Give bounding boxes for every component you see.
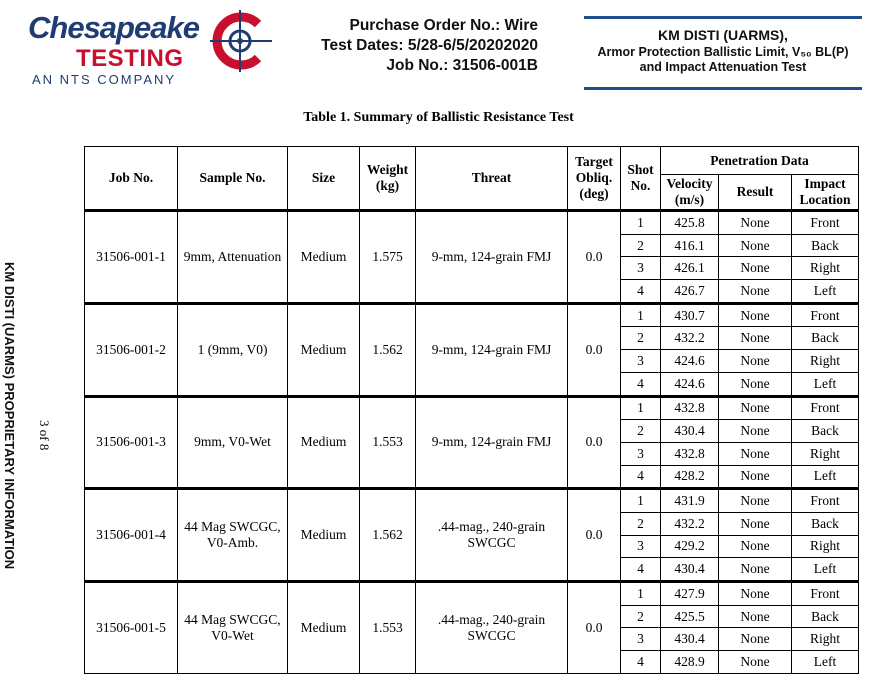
chesapeake-testing-logo — [28, 10, 268, 86]
cell-weight: 1.562 — [360, 489, 416, 582]
cell-job-no: 31506-001-4 — [85, 489, 178, 582]
cell-shot-no: 2 — [621, 420, 661, 443]
header-impact-location: Impact Location — [792, 175, 859, 211]
cell-velocity: 426.7 — [661, 280, 719, 304]
cell-result: None — [719, 372, 792, 396]
cell-threat: .44-mag., 240-grain SWCGC — [416, 489, 568, 582]
cell-target-obliq: 0.0 — [568, 303, 621, 396]
cell-size: Medium — [288, 489, 360, 582]
table-title: Table 1. Summary of Ballistic Resistance Test — [303, 110, 574, 125]
cell-velocity: 430.7 — [661, 303, 719, 327]
cell-impact-location: Left — [792, 651, 859, 674]
cell-sample-no: 44 Mag SWCGC, V0-Wet — [178, 582, 288, 674]
cell-shot-no: 4 — [621, 372, 661, 396]
cell-target-obliq: 0.0 — [568, 489, 621, 582]
cell-result: None — [719, 257, 792, 280]
cell-velocity: 430.4 — [661, 628, 719, 651]
cell-result: None — [719, 442, 792, 465]
cell-shot-no: 1 — [621, 396, 661, 420]
cell-result: None — [719, 582, 792, 606]
cell-shot-no: 2 — [621, 327, 661, 350]
header-target-obliq: Target Obliq. (deg) — [568, 147, 621, 211]
cell-shot-no: 4 — [621, 558, 661, 582]
cell-sample-no: 1 (9mm, V0) — [178, 303, 288, 396]
purchase-order-number: Purchase Order No.: Wire — [349, 17, 538, 34]
cell-result: None — [719, 535, 792, 558]
cell-shot-no: 3 — [621, 628, 661, 651]
cell-impact-location: Right — [792, 350, 859, 373]
cell-shot-no: 2 — [621, 512, 661, 535]
table-row — [85, 489, 859, 513]
cell-result: None — [719, 420, 792, 443]
report-test-name: Armor Protection Ballistic Limit, V₅₀ BL(P) — [597, 45, 849, 59]
table-row — [85, 303, 859, 327]
cell-size: Medium — [288, 211, 360, 304]
header-weight: Weight (kg) — [360, 147, 416, 211]
logo-tagline: AN NTS COMPANY — [32, 72, 177, 87]
cell-velocity: 432.2 — [661, 327, 719, 350]
cell-shot-no: 1 — [621, 582, 661, 606]
cell-shot-no: 3 — [621, 257, 661, 280]
cell-threat: 9-mm, 124-grain FMJ — [416, 211, 568, 304]
cell-impact-location: Back — [792, 234, 859, 257]
logo-wordmark-chesapeake: Chesapeake — [28, 10, 199, 45]
cell-sample-no: 44 Mag SWCGC, V0-Amb. — [178, 489, 288, 582]
cell-velocity: 430.4 — [661, 420, 719, 443]
cell-shot-no: 1 — [621, 303, 661, 327]
purchase-order-block — [292, 16, 538, 76]
cell-result: None — [719, 303, 792, 327]
crosshair-c-icon — [204, 6, 274, 76]
cell-size: Medium — [288, 396, 360, 489]
cell-shot-no: 1 — [621, 489, 661, 513]
cell-impact-location: Front — [792, 211, 859, 235]
cell-result: None — [719, 605, 792, 628]
cell-impact-location: Right — [792, 442, 859, 465]
cell-impact-location: Right — [792, 628, 859, 651]
report-title-box — [584, 16, 862, 90]
cell-shot-no: 4 — [621, 651, 661, 674]
proprietary-notice — [0, 262, 22, 617]
cell-result: None — [719, 396, 792, 420]
cell-velocity: 424.6 — [661, 350, 719, 373]
cell-impact-location: Left — [792, 372, 859, 396]
table-row — [85, 396, 859, 420]
sample-group — [85, 489, 859, 582]
cell-threat: 9-mm, 124-grain FMJ — [416, 303, 568, 396]
cell-weight: 1.575 — [360, 211, 416, 304]
sample-group — [85, 582, 859, 674]
cell-impact-location: Front — [792, 489, 859, 513]
page-number-text: 3 of 8 — [37, 420, 52, 451]
cell-result: None — [719, 327, 792, 350]
cell-shot-no: 3 — [621, 442, 661, 465]
cell-velocity: 416.1 — [661, 234, 719, 257]
table-row — [85, 582, 859, 606]
report-client: KM DISTI (UARMS), — [658, 27, 788, 43]
cell-impact-location: Right — [792, 535, 859, 558]
cell-impact-location: Front — [792, 303, 859, 327]
cell-impact-location: Back — [792, 605, 859, 628]
test-dates: Test Dates: 5/28-6/5/20202020 — [321, 37, 538, 54]
header-sample-no: Sample No. — [178, 147, 288, 211]
header-job-no: Job No. — [85, 147, 178, 211]
cell-velocity: 431.9 — [661, 489, 719, 513]
cell-result: None — [719, 558, 792, 582]
table-row — [85, 211, 859, 235]
cell-weight: 1.553 — [360, 582, 416, 674]
cell-weight: 1.562 — [360, 303, 416, 396]
cell-result: None — [719, 211, 792, 235]
cell-result: None — [719, 651, 792, 674]
cell-velocity: 429.2 — [661, 535, 719, 558]
cell-sample-no: 9mm, Attenuation — [178, 211, 288, 304]
cell-threat: .44-mag., 240-grain SWCGC — [416, 582, 568, 674]
cell-velocity: 432.8 — [661, 396, 719, 420]
cell-result: None — [719, 350, 792, 373]
cell-velocity: 430.4 — [661, 558, 719, 582]
sample-group — [85, 211, 859, 304]
header-shot-no: Shot No. — [621, 147, 661, 211]
cell-job-no: 31506-001-5 — [85, 582, 178, 674]
cell-target-obliq: 0.0 — [568, 211, 621, 304]
header-size: Size — [288, 147, 360, 211]
header-penetration-data: Penetration Data — [661, 147, 859, 175]
cell-impact-location: Left — [792, 558, 859, 582]
cell-shot-no: 3 — [621, 535, 661, 558]
sample-group — [85, 396, 859, 489]
cell-sample-no: 9mm, V0-Wet — [178, 396, 288, 489]
cell-velocity: 428.9 — [661, 651, 719, 674]
header-threat: Threat — [416, 147, 568, 211]
cell-velocity: 432.8 — [661, 442, 719, 465]
report-test-name-continued: and Impact Attenuation Test — [639, 60, 807, 74]
cell-weight: 1.553 — [360, 396, 416, 489]
cell-impact-location: Left — [792, 280, 859, 304]
cell-result: None — [719, 512, 792, 535]
cell-size: Medium — [288, 303, 360, 396]
page-number — [36, 420, 52, 455]
sample-group — [85, 303, 859, 396]
cell-shot-no: 1 — [621, 211, 661, 235]
cell-velocity: 428.2 — [661, 465, 719, 489]
cell-velocity: 427.9 — [661, 582, 719, 606]
cell-velocity: 426.1 — [661, 257, 719, 280]
cell-impact-location: Back — [792, 420, 859, 443]
ballistic-results-table — [84, 146, 859, 674]
header-result: Result — [719, 175, 792, 211]
cell-job-no: 31506-001-3 — [85, 396, 178, 489]
cell-target-obliq: 0.0 — [568, 582, 621, 674]
cell-velocity: 432.2 — [661, 512, 719, 535]
cell-result: None — [719, 628, 792, 651]
cell-shot-no: 4 — [621, 465, 661, 489]
cell-shot-no: 3 — [621, 350, 661, 373]
proprietary-notice-text: KM DISTI (UARMS) PROPRIETARY INFORMATION — [2, 262, 17, 570]
cell-shot-no: 2 — [621, 234, 661, 257]
cell-velocity: 424.6 — [661, 372, 719, 396]
cell-job-no: 31506-001-1 — [85, 211, 178, 304]
header-velocity: Velocity (m/s) — [661, 175, 719, 211]
cell-size: Medium — [288, 582, 360, 674]
cell-shot-no: 2 — [621, 605, 661, 628]
cell-job-no: 31506-001-2 — [85, 303, 178, 396]
cell-impact-location: Front — [792, 396, 859, 420]
cell-result: None — [719, 489, 792, 513]
cell-impact-location: Back — [792, 512, 859, 535]
cell-velocity: 425.5 — [661, 605, 719, 628]
cell-impact-location: Right — [792, 257, 859, 280]
cell-impact-location: Left — [792, 465, 859, 489]
cell-result: None — [719, 280, 792, 304]
cell-threat: 9-mm, 124-grain FMJ — [416, 396, 568, 489]
job-number: Job No.: 31506-001B — [386, 57, 538, 74]
cell-shot-no: 4 — [621, 280, 661, 304]
cell-result: None — [719, 465, 792, 489]
logo-wordmark-testing: TESTING — [76, 45, 184, 72]
cell-impact-location: Back — [792, 327, 859, 350]
cell-target-obliq: 0.0 — [568, 396, 621, 489]
cell-result: None — [719, 234, 792, 257]
cell-impact-location: Front — [792, 582, 859, 606]
cell-velocity: 425.8 — [661, 211, 719, 235]
